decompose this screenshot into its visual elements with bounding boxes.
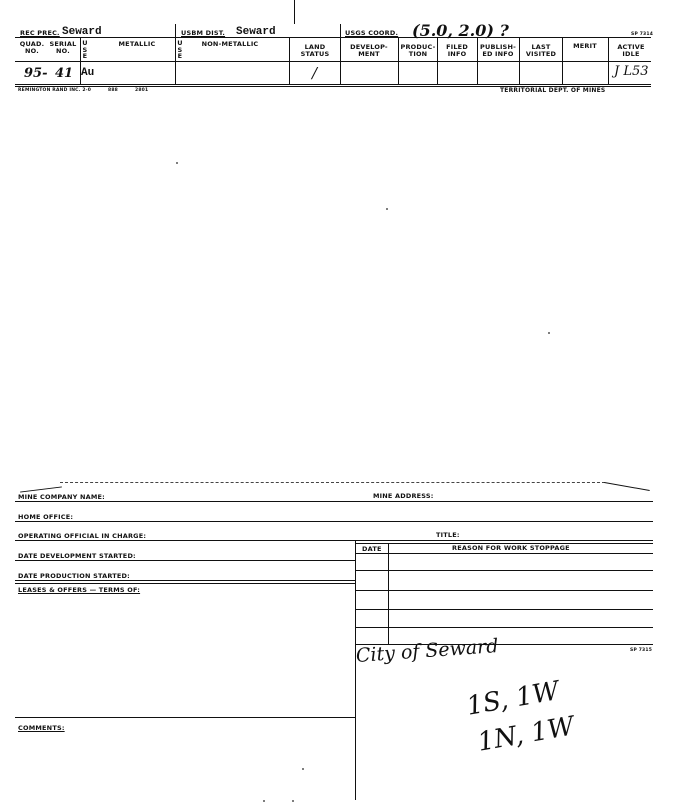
top-vline-1 [175,24,176,84]
metallic-value: Au [81,67,95,79]
header-quad-no: QUAD. NO. [19,40,45,55]
line-comments [15,717,355,718]
header-metallic: METALLIC [118,40,156,48]
serial-number: 41 [55,66,74,81]
scan-speck [548,332,550,334]
handwritten-coordinate-1: 1S, 1W [464,676,562,722]
line-stoppage-2 [356,590,653,591]
scan-speck [386,208,388,210]
header-use-2: U S E [177,39,183,60]
department-name: TERRITORIAL DEPT. OF MINES [500,87,606,94]
vline-date-column [388,543,389,644]
scan-speck [176,162,178,164]
top-vline-10 [608,37,609,84]
usgs-coord-value: (5.0, 2.0) ? [412,21,509,40]
operating-official-label: OPERATING OFFICIAL IN CHARGE: [18,532,147,540]
top-line-1 [15,37,651,38]
header-land-status: LAND STATUS [300,43,330,58]
scan-speck [302,768,304,770]
quad-number: 95- [24,66,48,81]
line-prod-started-2 [15,583,355,584]
mine-company-name-label: MINE COMPANY NAME: [18,493,105,501]
line-company [15,501,653,502]
handwritten-city: City of Seward [355,635,500,667]
top-vline-8 [519,37,520,84]
printer-code-1: 888 [108,88,118,93]
leases-offers-label: LEASES & OFFERS — TERMS OF: [18,586,141,594]
active-idle-value: J L53 [614,64,649,79]
usbm-dist-value: Seward [236,26,276,38]
top-vline-5 [398,37,399,84]
header-merit: MERIT [573,42,597,50]
line-stoppage-header [356,553,653,554]
scan-speck [292,800,294,802]
scan-speck [263,800,265,802]
header-serial-no: SERIAL NO. [49,40,77,55]
home-office-label: HOME OFFICE: [18,513,74,521]
line-stoppage-4 [356,627,653,628]
form-number-top: SP 7314 [631,32,654,37]
top-vline-7 [477,37,478,84]
top-line-2 [15,61,651,62]
card-edge [60,482,605,483]
line-dev-started [15,560,355,561]
comments-label: COMMENTS: [18,724,65,732]
date-column-header: DATE [362,545,382,553]
line-home-office [15,521,653,522]
printer-imprint: REMINGTON RAND INC. 2-0 [18,88,92,93]
date-production-started-label: DATE PRODUCTION STARTED: [18,572,130,580]
rec-prec-label: REC PREC. [20,29,60,37]
reason-column-header: REASON FOR WORK STOPPAGE [452,544,570,552]
line-prod-started [15,580,355,581]
handwritten-coordinate-2: 1N, 1W [475,711,577,758]
top-line-3 [15,84,651,85]
usbm-dist-label: USBM DIST. [181,29,226,37]
land-status-value: / [312,64,318,82]
header-active-idle: ACTIVE IDLE [617,43,645,58]
title-label: TITLE: [436,531,460,539]
printer-code-2: 2801 [135,88,149,93]
top-vline-4 [289,37,290,84]
line-stoppage-3 [356,609,653,610]
vline-left-section [355,540,356,800]
mine-address-label: MINE ADDRESS: [373,492,434,500]
card-edge-right [604,482,649,491]
card-edge-left [20,486,62,492]
header-use-1: U S E [82,39,88,60]
header-non-metallic: NON-METALLIC [201,40,259,48]
header-published-info: PUBLISH-ED INFO [480,43,516,58]
header-filed-info: FILED INFO [446,43,468,58]
date-development-started-label: DATE DEVELOPMENT STARTED: [18,552,136,560]
top-vline-2 [340,24,341,84]
binding-mark [294,0,295,24]
line-stoppage-1 [356,570,653,571]
form-number-bottom: SP 7315 [630,648,653,653]
rec-prec-value: Seward [62,26,102,38]
header-last-visited: LAST VISITED [525,43,557,58]
header-development: DEVELOP-MENT [350,43,388,58]
line-operating [15,540,653,541]
top-vline-6 [437,37,438,84]
header-production: PRODUC-TION [400,43,436,58]
top-vline-9 [562,37,563,84]
usgs-coord-label: USGS COORD. [345,29,399,37]
